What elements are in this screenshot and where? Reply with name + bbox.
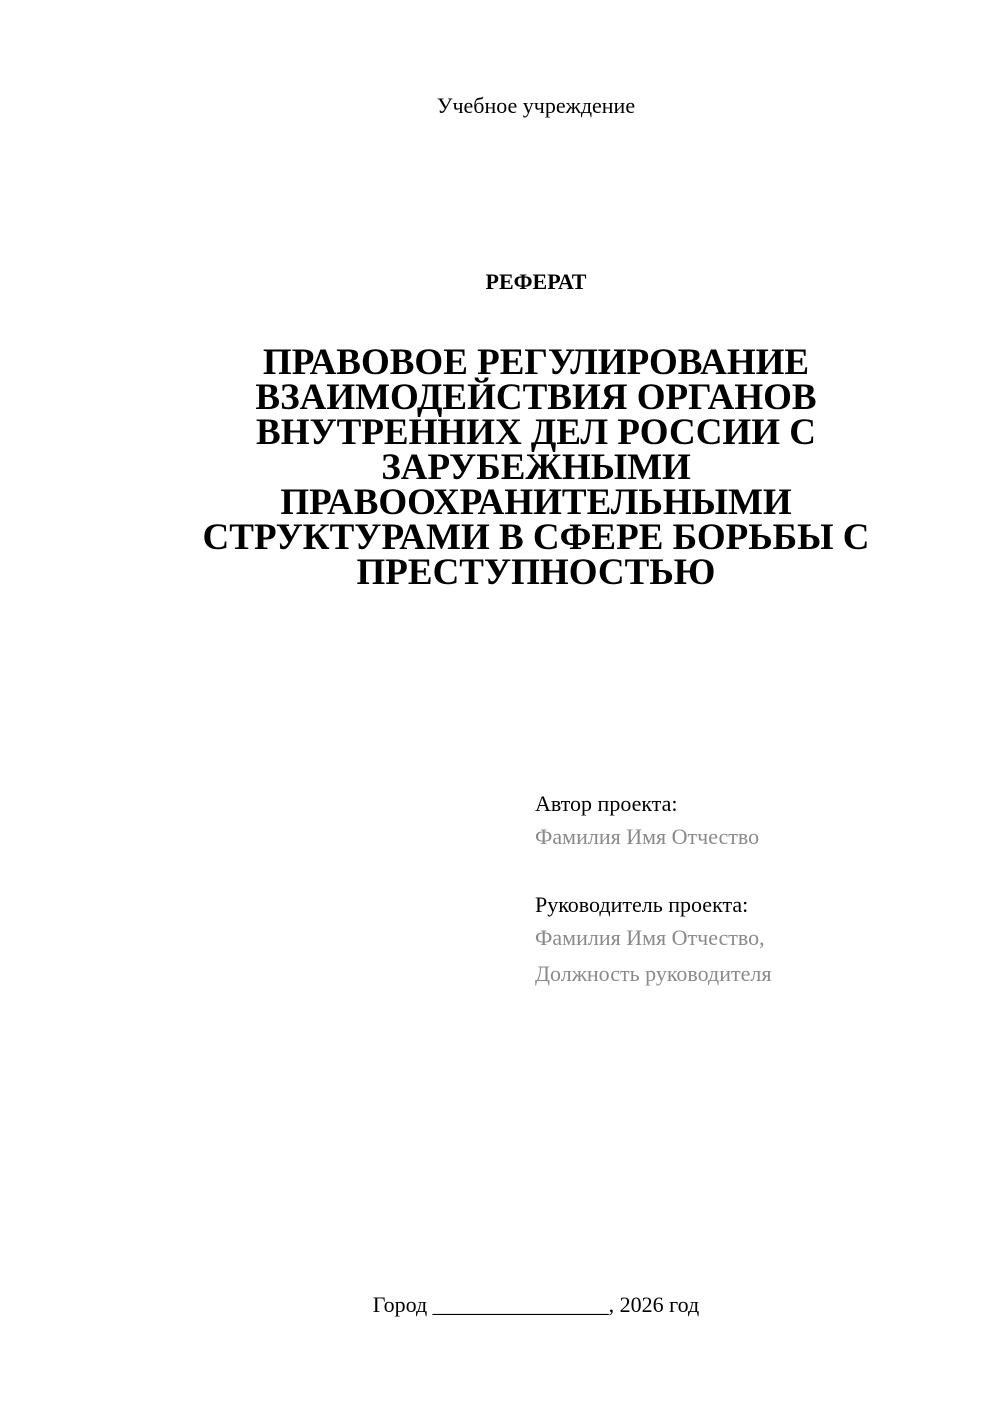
supervisor-name: Фамилия Имя Отчество, <box>535 925 765 950</box>
document-type: РЕФЕРАТ <box>485 269 587 294</box>
author-label: Автор проекта: <box>535 791 678 816</box>
supervisor-position: Должность руководителя <box>535 961 772 986</box>
credits-spacer <box>535 855 975 890</box>
credits-block <box>535 789 975 992</box>
document-title: ПРАВОВОЕ РЕГУЛИРОВАНИЕ ВЗАИМОДЕЙСТВИЯ ОРГАНОВ ВНУТРЕННИХ ДЕЛ РОССИИ С ЗАРУБЕЖНЫМИ ПРАВООХРАНИТЕЛЬНЫМИ СТРУКТУРАМИ В СФЕРЕ БОРЬБЫ С ПРЕСТУПНОСТЬЮ <box>202 342 870 593</box>
institution-name: Учебное учреждение <box>436 93 636 118</box>
city-year-line: Город ________________, 2026 год <box>372 1292 700 1317</box>
author-name: Фамилия Имя Отчество <box>535 824 760 849</box>
supervisor-label: Руководитель проекта: <box>535 892 749 917</box>
